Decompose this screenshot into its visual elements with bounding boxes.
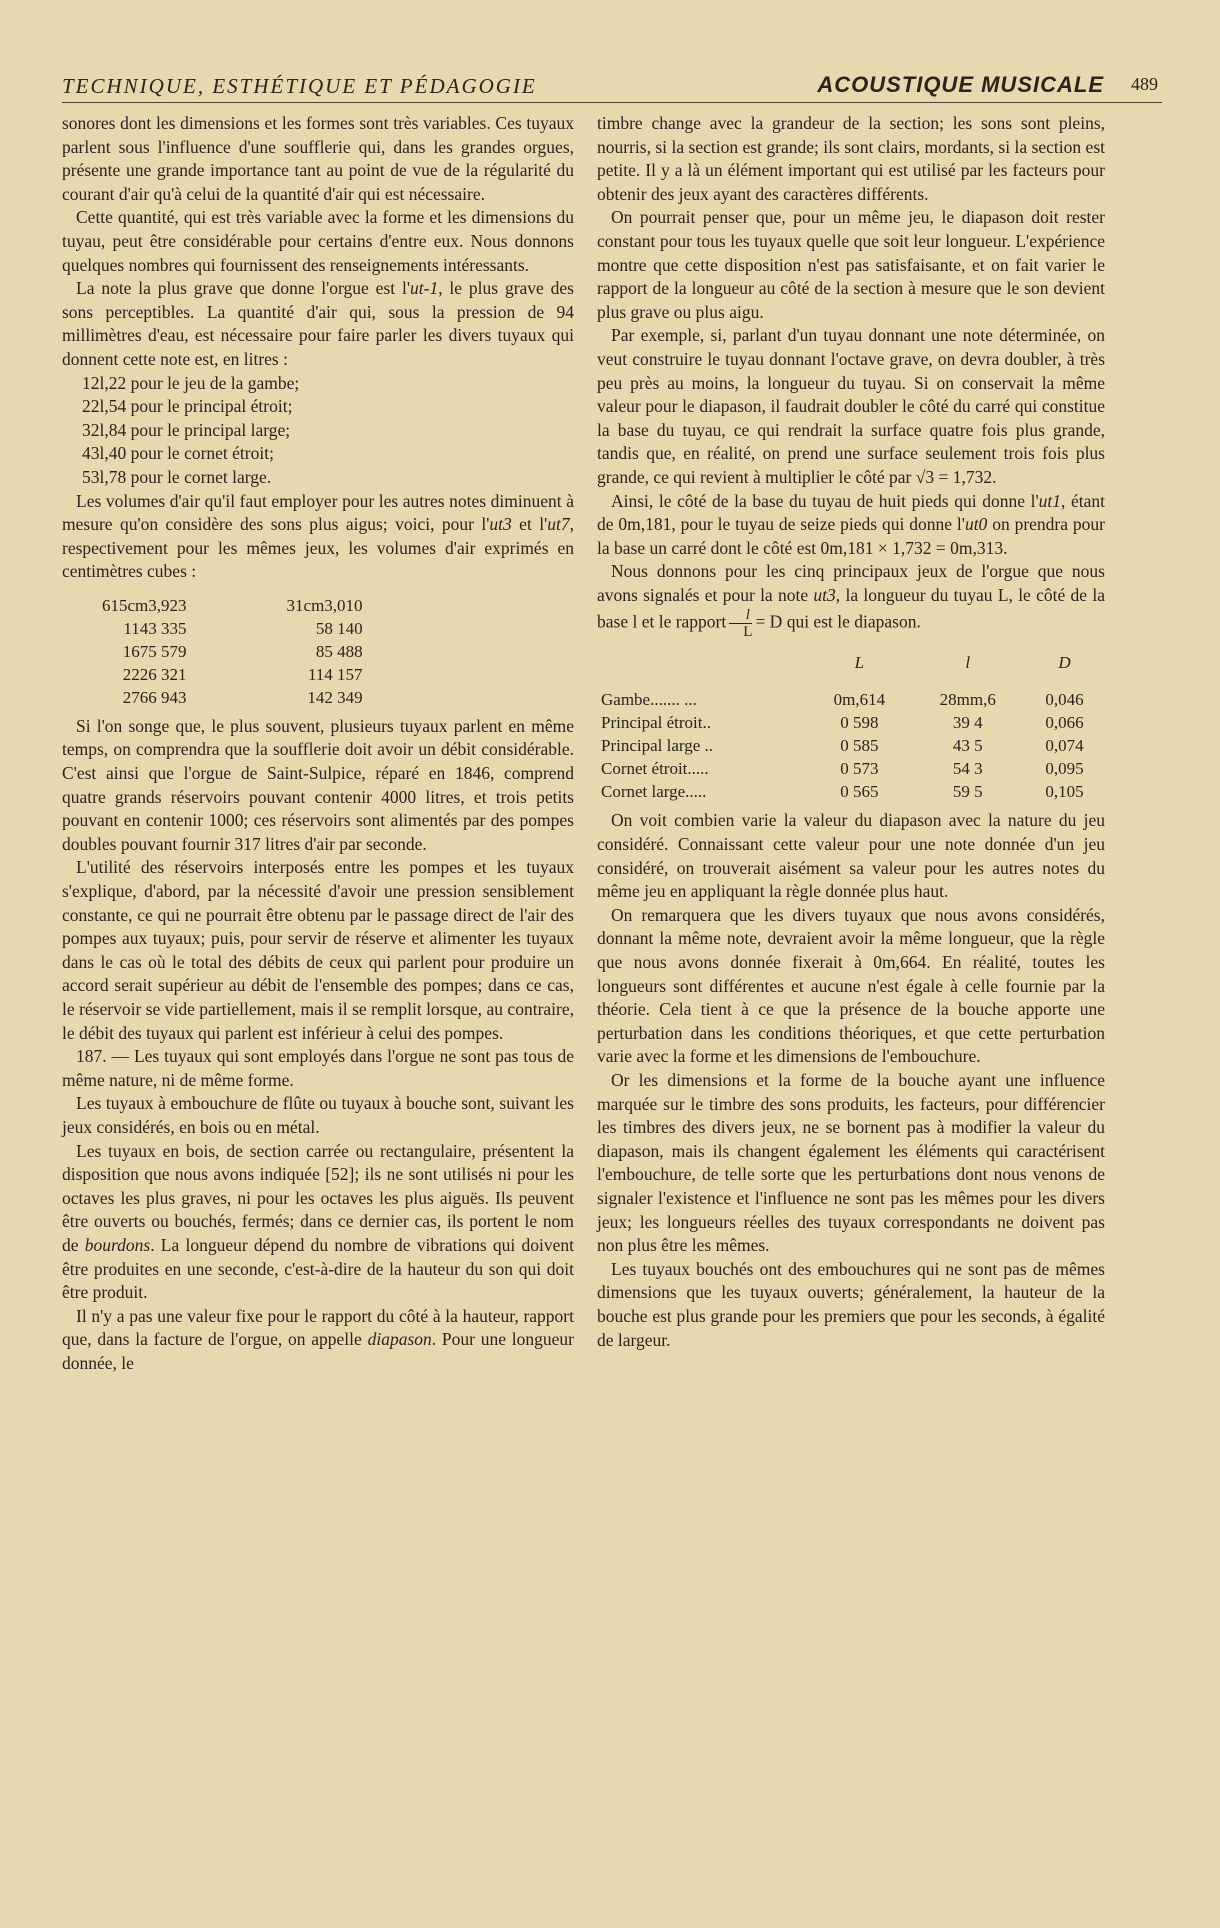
paragraph: Les tuyaux en bois, de section carrée ou rectangulaire, présentent la disposition que nous avons indiquée [52]; ils ne sont utilisés ni pour les octaves les plus graves, ni pour les octaves les plus aiguës. Ils peuvent être ouverts ou bouchés, fermés; dans ce dernier cas, ils portent le nom de bourdons. La longueur dépend du nombre de vibrations qui doivent être produites en une seconde, c'est-à-dire de la hauteur du son qui doit être produit.: [62, 1140, 574, 1303]
page-number: 489: [1131, 74, 1158, 94]
paragraph: Cette quantité, qui est très variable avec la forme et les dimensions du tuyau, peut être considérable pour certains d'entre eux. Nous donnons quelques nombres qui fournissent des renseignements intéressants.: [62, 207, 574, 275]
paragraph: Par exemple, si, parlant d'un tuyau donnant une note déterminée, on veut construire le tuyau donnant l'octave grave, on devra doubler, à très peu près au moins, la longueur du tuyau. Si on conservait la même valeur pour le diapason, il faudrait doubler le côté du carré qui constitue la base du tuyau, ce qui rendrait la surface quatre fois plus grande, tandis que, en réalité, on prend une surface seulement trois fois plus grande, ce qui revient à multiplier le côté par √3 = 1,732.: [597, 325, 1105, 487]
table-row: 1675 579 85 488: [122, 641, 363, 661]
table-header-row: L l D: [854, 653, 1071, 673]
paragraph: Il n'y a pas une valeur fixe pour le rapport du côté à la hauteur, rapport que, dans la facture de l'orgue, on appelle diapason. Pour une longueur donnée, le: [62, 1305, 574, 1373]
list-item: 32l,84 pour le principal large;: [82, 419, 291, 440]
volume-table: [96, 594, 369, 709]
table-row: 615cm3,923 31cm3,010: [102, 595, 363, 615]
paragraph: Les tuyaux bouchés ont des embouchures qui ne sont pas de mêmes dimensions que les tuyaux ouverts; généralement, la hauteur de la bouche est plus grande pour les premiers que pour les seconds, à égalité de largeur.: [597, 1258, 1105, 1350]
table-row: Principal large .. 0 585 43 5 0,074: [601, 736, 1084, 756]
table-row: Cornet étroit..... 0 573 54 3 0,095: [601, 759, 1084, 779]
air-volume-list: [62, 372, 574, 490]
table-row: Gambe....... ... 0m,614 28mm,6 0,046: [601, 690, 1084, 710]
list-item: 22l,54 pour le principal étroit;: [82, 396, 293, 417]
paragraph: Les tuyaux à embouchure de flûte ou tuyaux à bouche sont, suivant les jeux considérés, en bois ou en métal.: [62, 1093, 574, 1137]
header-chapter-title: ACOUSTIQUE MUSICALE: [817, 72, 1104, 97]
header-section-title: TECHNIQUE, ESTHÉTIQUE ET PÉDAGOGIE: [62, 74, 537, 98]
fraction: $\frac{l}{L}$: [729, 607, 752, 640]
table-row: 2766 943 142 349: [122, 687, 363, 707]
paragraph: Si l'on songe que, le plus souvent, plusieurs tuyaux parlent en même temps, on comprendra que la soufflerie doit avoir un débit considérable. C'est ainsi que l'orgue de Saint-Sulpice, réparé en 1846, comprend quatre grands réservoirs pouvant contenir 4000 litres, et trois petits pouvant en contenir 1000; ces réservoirs sont alimentés par des pompes doubles pouvant fournir 317 litres d'air par seconde.: [62, 715, 574, 854]
paragraph: On pourrait penser que, pour un même jeu, le diapason doit rester constant pour tous les tuyaux quelle que soit leur longueur. L'expérience montre que cette disposition n'est pas satisfaisante, et on fait varier le rapport de la longueur au côté de la section à mesure que le son devient plus grave ou plus aigu.: [597, 207, 1105, 322]
left-column: [62, 112, 574, 1376]
table-row: Principal étroit.. 0 598 39 4 0,066: [601, 713, 1084, 733]
paragraph: Nous donnons pour les cinq principaux jeux de l'orgue que nous avons signalés et pour la note ut3, la longueur du tuyau L, le côté de la base l et le rapport $\frac{l}{L}$ = D qui est le diapason.: [597, 561, 1105, 641]
right-column: [597, 112, 1105, 1352]
paragraph: On remarquera que les divers tuyaux que nous avons considérés, donnant la même note, devraient avoir la même longueur, que la règle que nous avons donnée fixerait à 0m,664. En réalité, toutes les longueurs sont différentes et aucune n'est égale à celle fournie par la théorie. Cela tient à ce que la présence de la bouche apporte une perturbation dans les conditions théoriques, et que cette perturbation varie avec la forme et les dimensions de l'embouchure.: [597, 904, 1105, 1067]
running-header: [62, 72, 1162, 103]
diapason-table: [597, 650, 1105, 803]
table-row: 2226 321 114 157: [122, 664, 363, 684]
note-name: ut-1: [410, 278, 439, 299]
paragraph: sonores dont les dimensions et les formes sont très variables. Ces tuyaux parlent sous l'influence d'une soufflerie qui, dans les grandes orgues, présente une grande importance tant au point de vue de la régularité du courant d'air qu'à celui de la quantité d'air qui est nécessaire.: [62, 113, 574, 204]
table-row: Cornet large..... 0 565 59 5 0,105: [601, 782, 1084, 802]
paragraph: L'utilité des réservoirs interposés entre les pompes et les tuyaux s'explique, d'abord, par la nécessité d'avoir une pression sensiblement constante, ce qui ne pourrait être obtenu par le passage direct de l'air des pompes aux tuyaux; puis, pour servir de réserve et alimenter les tuyaux dans le cas où le total des débits de ceux qui parlent pour produire un accord serait supérieur au débit de l'ensemble des pompes; dans ce cas, le réservoir se vide partiellement, mais il se remplit lorsque, au contraire, le débit des tuyaux qui parlent est inférieur à celui des pompes.: [62, 857, 574, 1043]
section-paragraph: 187. — Les tuyaux qui sont employés dans l'orgue ne sont pas tous de même nature, ni de même forme.: [62, 1046, 574, 1090]
paragraph: La note la plus grave que donne l'orgue est l'ut-1, le plus grave des sons perceptibles. La quantité d'air qui, sous la pression de 94 millimètres d'eau, est nécessaire pour faire parler les divers tuyaux qui donnent cette note est, en litres :: [62, 278, 574, 369]
paragraph: Or les dimensions et la forme de la bouche ayant une influence marquée sur le timbre des sons produits, les facteurs, pour différencier les timbres des divers jeux, ne se bornent pas à modifier la valeur du diapason, mais ils changent également les éléments qui caractérisent l'embouchure, de telle sorte que les perturbations dont nous venons de signaler l'existence et l'influence ne sont pas les mêmes pour les divers jeux; les longueurs réelles des tuyaux correspondants ne doivent pas non plus être les mêmes.: [597, 1070, 1105, 1256]
paragraph: On voit combien varie la valeur du diapason avec la nature du jeu considéré. Connaissant cette valeur pour une note donnée d'un jeu considéré, on trouverait aisément sa valeur pour les autres notes du même jeu en appliquant la règle donnée plus haut.: [597, 810, 1105, 902]
paragraph: timbre change avec la grandeur de la section; les sons sont pleins, nourris, si la section est grande; ils sont clairs, mordants, si la section est petite. Il y a là un élément important qui est utilisé par les facteurs pour obtenir des jeux ayant des caractères différents.: [597, 113, 1105, 204]
list-item: 43l,40 pour le cornet étroit;: [82, 443, 274, 464]
paragraph: Les volumes d'air qu'il faut employer pour les autres notes diminuent à mesure qu'on considère des sons plus aigus; voici, pour l'ut3 et l'ut7, respectivement pour les mêmes jeux, les volumes d'air exprimés en centimètres cubes :: [62, 490, 574, 582]
list-item: 12l,22 pour le jeu de la gambe;: [82, 372, 300, 393]
table-row: 1143 335 58 140: [123, 618, 363, 638]
paragraph: Ainsi, le côté de la base du tuyau de huit pieds qui donne l'ut1, étant de 0m,181, pour le tuyau de seize pieds qui donne l'ut0 on prendra pour la base un carré dont le côté est 0m,181 × 1,732 = 0m,313.: [597, 490, 1105, 558]
list-item: 53l,78 pour le cornet large.: [82, 466, 272, 487]
